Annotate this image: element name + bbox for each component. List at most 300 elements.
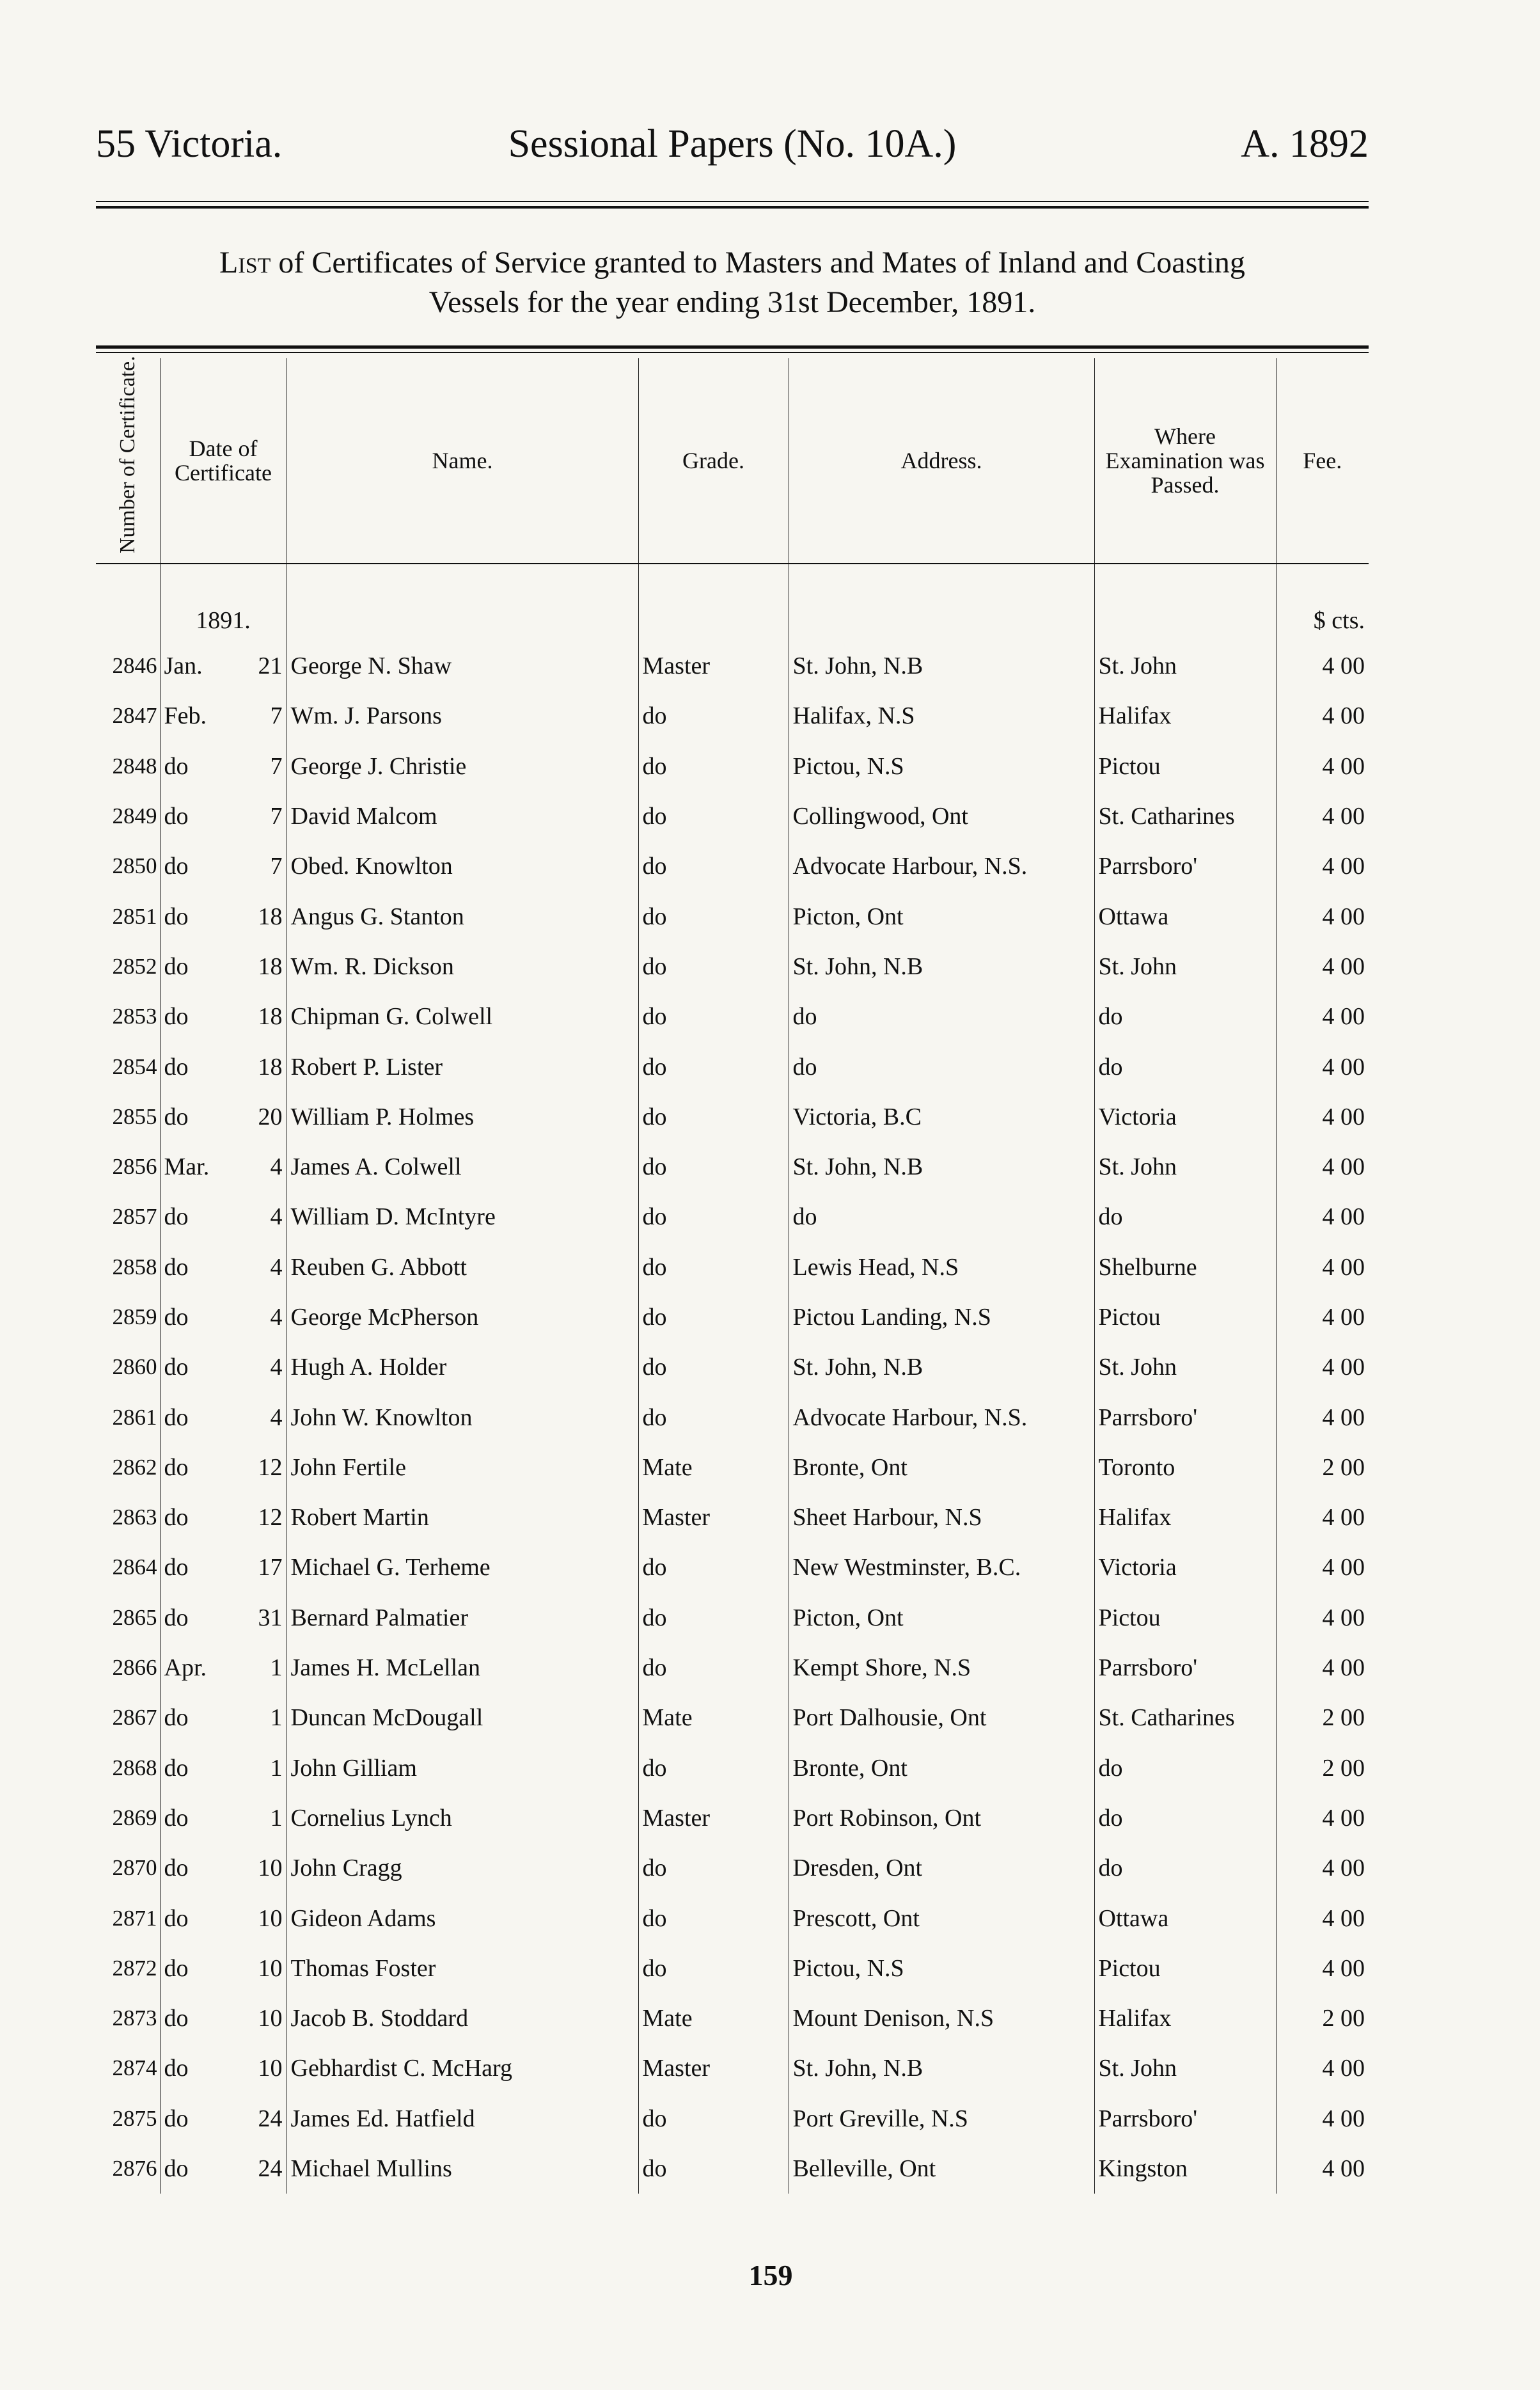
year-row-name-cell — [287, 564, 638, 641]
date-month: do — [164, 1954, 189, 1982]
examination-place: do — [1094, 992, 1276, 1041]
table-row — [96, 1943, 1369, 1993]
holder-grade: do — [638, 1643, 789, 1693]
certificate-date — [160, 1893, 287, 1943]
holder-grade: Master — [638, 1793, 789, 1843]
date-month: do — [164, 1504, 189, 1531]
col-header-date: Date of Certificate — [160, 358, 287, 564]
table-row — [96, 1793, 1369, 1843]
fee-amount: 4 00 — [1276, 741, 1369, 791]
table-row — [96, 891, 1369, 941]
holder-address: Port Greville, N.S — [789, 2094, 1094, 2144]
table-row — [96, 1242, 1369, 1292]
certificate-date — [160, 1793, 287, 1843]
holder-grade: Mate — [638, 1693, 789, 1743]
date-month: do — [164, 1453, 189, 1481]
holder-grade: do — [638, 1843, 789, 1893]
date-day: 12 — [258, 1504, 283, 1531]
date-day: 1 — [270, 1754, 283, 1782]
certificate-date — [160, 1342, 287, 1392]
table-row — [96, 2094, 1369, 2144]
fee-amount: 4 00 — [1276, 691, 1369, 741]
table-row — [96, 1492, 1369, 1542]
table-row — [96, 1893, 1369, 1943]
date-day: 31 — [258, 1604, 283, 1631]
certificate-date — [160, 1142, 287, 1192]
holder-name: John Fertile — [287, 1443, 638, 1492]
holder-name: George McPherson — [287, 1292, 638, 1342]
certificate-number: 2874 — [112, 2055, 157, 2081]
table-row — [96, 1542, 1369, 1592]
fee-amount: 4 00 — [1276, 1142, 1369, 1192]
certificate-date — [160, 1593, 287, 1643]
col-header-number — [96, 358, 160, 564]
holder-grade: do — [638, 992, 789, 1041]
table-row — [96, 1993, 1369, 2043]
date-day: 18 — [258, 953, 283, 980]
certificate-number: 2859 — [112, 1304, 157, 1329]
holder-name: Hugh A. Holder — [287, 1342, 638, 1392]
date-day: 1 — [270, 1804, 283, 1832]
date-month: do — [164, 853, 189, 880]
date-day: 10 — [258, 1954, 283, 1982]
date-month: do — [164, 1304, 189, 1331]
year-row-number-cell — [96, 564, 160, 641]
examination-place: Toronto — [1094, 1443, 1276, 1492]
date-day: 4 — [270, 1354, 283, 1381]
certificate-number: 2853 — [112, 1004, 157, 1029]
examination-place: do — [1094, 1793, 1276, 1843]
date-month: do — [164, 1804, 189, 1832]
date-month: do — [164, 953, 189, 980]
year-row-grade-cell — [638, 564, 789, 641]
fee-amount: 4 00 — [1276, 1292, 1369, 1342]
date-day: 4 — [270, 1404, 283, 1431]
table-row — [96, 1142, 1369, 1192]
holder-name: Jacob B. Stoddard — [287, 1993, 638, 2043]
fee-amount: 4 00 — [1276, 2094, 1369, 2144]
holder-grade: do — [638, 1943, 789, 1993]
certificate-number: 2873 — [112, 2006, 157, 2031]
examination-place: Halifax — [1094, 1993, 1276, 2043]
holder-name: Duncan McDougall — [287, 1693, 638, 1743]
holder-grade: do — [638, 1392, 789, 1442]
fee-amount: 2 00 — [1276, 1743, 1369, 1793]
holder-address: St. John, N.B — [789, 1142, 1094, 1192]
holder-grade: do — [638, 1142, 789, 1192]
examination-place: Parrsboro' — [1094, 1643, 1276, 1693]
table-row — [96, 992, 1369, 1041]
title-rest: of Certificates of Service granted to Masters and Mates of Inland and Coasting — [278, 246, 1245, 280]
date-day: 20 — [258, 1103, 283, 1130]
examination-place: Halifax — [1094, 691, 1276, 741]
certificate-number: 2868 — [112, 1755, 157, 1780]
year-row-address-cell — [789, 564, 1094, 641]
table-header-row — [96, 358, 1369, 564]
certificate-date — [160, 891, 287, 941]
holder-grade: do — [638, 1593, 789, 1643]
certificate-date — [160, 1943, 287, 1993]
holder-name: Robert P. Lister — [287, 1041, 638, 1091]
certificate-number: 2858 — [112, 1254, 157, 1279]
holder-address: Mount Denison, N.S — [789, 1993, 1094, 2043]
certificate-number: 2867 — [112, 1705, 157, 1730]
table-row — [96, 1843, 1369, 1893]
header-session: 55 Victoria. — [96, 122, 283, 166]
certificate-date — [160, 1041, 287, 1091]
date-month: do — [164, 1203, 189, 1231]
date-month: do — [164, 1253, 189, 1281]
table-row — [96, 841, 1369, 891]
holder-grade: Master — [638, 641, 789, 691]
certificate-number: 2861 — [112, 1404, 157, 1430]
date-month: do — [164, 1053, 189, 1080]
table-row — [96, 2144, 1369, 2194]
holder-name: Wm. R. Dickson — [287, 942, 638, 992]
holder-grade: do — [638, 1092, 789, 1142]
fee-amount: 4 00 — [1276, 841, 1369, 891]
fee-amount: 4 00 — [1276, 1041, 1369, 1091]
holder-address: Bronte, Ont — [789, 1443, 1094, 1492]
certificate-date — [160, 1993, 287, 2043]
certificate-date — [160, 1542, 287, 1592]
date-month: do — [164, 1754, 189, 1782]
title-line-2: Vessels for the year ending 31st December, 1891. — [428, 285, 1036, 319]
holder-address: Pictou, N.S — [789, 1943, 1094, 1993]
certificate-number: 2875 — [112, 2105, 157, 2131]
examination-place: do — [1094, 1041, 1276, 1091]
examination-place: Victoria — [1094, 1542, 1276, 1592]
holder-address: Picton, Ont — [789, 1593, 1094, 1643]
document-title — [96, 243, 1369, 322]
date-day: 7 — [270, 803, 283, 830]
table-row — [96, 1092, 1369, 1142]
certificate-date — [160, 942, 287, 992]
holder-address: Picton, Ont — [789, 891, 1094, 941]
date-month: Jan. — [164, 653, 203, 680]
header-rule-top — [96, 201, 1369, 202]
date-day: 24 — [258, 2105, 283, 2132]
fee-amount: 4 00 — [1276, 1843, 1369, 1893]
certificate-number: 2864 — [112, 1555, 157, 1580]
table-top-rule-thin — [96, 352, 1369, 353]
holder-name: James A. Colwell — [287, 1142, 638, 1192]
title-first-word: List — [219, 246, 271, 280]
holder-grade: do — [638, 2144, 789, 2194]
holder-address: Kempt Shore, N.S — [789, 1643, 1094, 1693]
holder-grade: do — [638, 741, 789, 791]
certificate-number: 2855 — [112, 1104, 157, 1129]
certificate-number: 2846 — [112, 653, 157, 679]
holder-grade: do — [638, 1743, 789, 1793]
date-day: 7 — [270, 702, 283, 730]
certificate-number: 2857 — [112, 1204, 157, 1230]
date-month: do — [164, 2105, 189, 2132]
certificate-number: 2866 — [112, 1655, 157, 1681]
table-row — [96, 1643, 1369, 1693]
examination-place: St. John — [1094, 1342, 1276, 1392]
date-day: 10 — [258, 1855, 283, 1882]
holder-address: St. John, N.B — [789, 1342, 1094, 1392]
certificate-number: 2871 — [112, 1905, 157, 1931]
holder-name: George J. Christie — [287, 741, 638, 791]
date-month: do — [164, 803, 189, 830]
examination-place: do — [1094, 1192, 1276, 1242]
examination-place: Pictou — [1094, 1943, 1276, 1993]
holder-address: St. John, N.B — [789, 2043, 1094, 2093]
date-day: 21 — [258, 653, 283, 680]
holder-address: Dresden, Ont — [789, 1843, 1094, 1893]
fee-amount: 2 00 — [1276, 1693, 1369, 1743]
holder-name: Wm. J. Parsons — [287, 691, 638, 741]
table-row — [96, 1443, 1369, 1492]
date-month: do — [164, 2005, 189, 2032]
certificate-date — [160, 1192, 287, 1242]
date-day: 10 — [258, 2055, 283, 2082]
date-month: do — [164, 1704, 189, 1732]
date-day: 10 — [258, 1904, 283, 1932]
date-day: 1 — [270, 1654, 283, 1682]
examination-place: St. John — [1094, 2043, 1276, 2093]
date-month: do — [164, 2155, 189, 2183]
certificate-date — [160, 2144, 287, 2194]
holder-address: Pictou, N.S — [789, 741, 1094, 791]
table-row — [96, 1192, 1369, 1242]
fee-amount: 4 00 — [1276, 1793, 1369, 1843]
date-day: 1 — [270, 1704, 283, 1732]
fee-amount: 4 00 — [1276, 1242, 1369, 1292]
date-day: 4 — [270, 1203, 283, 1231]
holder-address: St. John, N.B — [789, 942, 1094, 992]
fee-amount: 4 00 — [1276, 1492, 1369, 1542]
certificate-date — [160, 791, 287, 841]
certificate-number: 2848 — [112, 753, 157, 779]
certificate-date — [160, 1843, 287, 1893]
table-row — [96, 1292, 1369, 1342]
holder-grade: Mate — [638, 1993, 789, 2043]
holder-name: James Ed. Hatfield — [287, 2094, 638, 2144]
table-row — [96, 1743, 1369, 1793]
certificate-number: 2869 — [112, 1805, 157, 1830]
certificate-number: 2863 — [112, 1505, 157, 1530]
fee-amount: 4 00 — [1276, 2144, 1369, 2194]
holder-address: Port Robinson, Ont — [789, 1793, 1094, 1843]
date-month: Mar. — [164, 1153, 210, 1181]
holder-address: New Westminster, B.C. — [789, 1542, 1094, 1592]
holder-address: Collingwood, Ont — [789, 791, 1094, 841]
page-number: 159 — [748, 2259, 793, 2291]
holder-grade: do — [638, 1542, 789, 1592]
holder-address: Advocate Harbour, N.S. — [789, 841, 1094, 891]
holder-grade: do — [638, 1192, 789, 1242]
header-year: A. 1892 — [1241, 122, 1369, 166]
date-month: do — [164, 1354, 189, 1381]
table-row — [96, 1693, 1369, 1743]
holder-address: do — [789, 1041, 1094, 1091]
holder-name: Chipman G. Colwell — [287, 992, 638, 1041]
holder-name: Thomas Foster — [287, 1943, 638, 1993]
date-month: do — [164, 1404, 189, 1431]
table-row — [96, 691, 1369, 741]
examination-place: Pictou — [1094, 1292, 1276, 1342]
certificate-number: 2854 — [112, 1054, 157, 1079]
year-row-where-cell — [1094, 564, 1276, 641]
holder-name: Reuben G. Abbott — [287, 1242, 638, 1292]
certificate-number: 2856 — [112, 1154, 157, 1180]
holder-address: Prescott, Ont — [789, 1893, 1094, 1943]
holder-name: Gebhardist C. McHarg — [287, 2043, 638, 2093]
certificate-number: 2862 — [112, 1454, 157, 1480]
col-header-fee: Fee. — [1276, 358, 1369, 564]
holder-address: Port Dalhousie, Ont — [789, 1693, 1094, 1743]
holder-name: John Cragg — [287, 1843, 638, 1893]
holder-grade: do — [638, 2094, 789, 2144]
examination-place: Parrsboro' — [1094, 2094, 1276, 2144]
holder-address: Sheet Harbour, N.S — [789, 1492, 1094, 1542]
certificate-number: 2852 — [112, 953, 157, 979]
certificate-number: 2865 — [112, 1604, 157, 1630]
examination-place: Kingston — [1094, 2144, 1276, 2194]
date-day: 18 — [258, 903, 283, 930]
fee-amount: 2 00 — [1276, 1993, 1369, 2043]
examination-place: do — [1094, 1843, 1276, 1893]
examination-place: Ottawa — [1094, 891, 1276, 941]
holder-grade: do — [638, 691, 789, 741]
fee-amount: 4 00 — [1276, 1542, 1369, 1592]
holder-grade: do — [638, 1041, 789, 1091]
certificate-number: 2847 — [112, 703, 157, 729]
table-row — [96, 1342, 1369, 1392]
holder-name: Angus G. Stanton — [287, 891, 638, 941]
holder-grade: Master — [638, 2043, 789, 2093]
fee-amount: 4 00 — [1276, 1643, 1369, 1693]
date-month: do — [164, 1554, 189, 1581]
date-day: 10 — [258, 2005, 283, 2032]
holder-grade: do — [638, 841, 789, 891]
holder-address: do — [789, 992, 1094, 1041]
certificate-date — [160, 741, 287, 791]
holder-name: Michael G. Terheme — [287, 1542, 638, 1592]
certificate-number: 2876 — [112, 2156, 157, 2181]
holder-grade: do — [638, 1342, 789, 1392]
col-header-where: Where Examination was Passed. — [1094, 358, 1276, 564]
col-header-number-text: Number of Certificate. — [115, 356, 139, 553]
fee-amount: 4 00 — [1276, 791, 1369, 841]
table-row — [96, 2043, 1369, 2093]
date-day: 7 — [270, 752, 283, 780]
certificate-date — [160, 1292, 287, 1342]
certificate-date — [160, 1693, 287, 1743]
date-day: 4 — [270, 1153, 283, 1181]
holder-address: do — [789, 1192, 1094, 1242]
fee-amount: 4 00 — [1276, 942, 1369, 992]
certificate-date — [160, 1443, 287, 1492]
holder-address: St. John, N.B — [789, 641, 1094, 691]
table-row — [96, 1392, 1369, 1442]
year-label: 1891. — [160, 564, 287, 641]
col-header-grade: Grade. — [638, 358, 789, 564]
examination-place: Parrsboro' — [1094, 841, 1276, 891]
certificates-table-wrap — [96, 358, 1369, 2194]
certificate-date — [160, 841, 287, 891]
certificate-date — [160, 992, 287, 1041]
fee-amount: 4 00 — [1276, 891, 1369, 941]
holder-name: David Malcom — [287, 791, 638, 841]
certificate-date — [160, 1743, 287, 1793]
examination-place: St. John — [1094, 1142, 1276, 1192]
examination-place: Parrsboro' — [1094, 1392, 1276, 1442]
fee-amount: 2 00 — [1276, 1443, 1369, 1492]
holder-name: Obed. Knowlton — [287, 841, 638, 891]
date-month: do — [164, 1604, 189, 1631]
date-month: Feb. — [164, 702, 207, 730]
certificate-number: 2849 — [112, 803, 157, 829]
date-day: 18 — [258, 1053, 283, 1080]
date-day: 4 — [270, 1253, 283, 1281]
certificates-table — [96, 358, 1369, 2194]
holder-address: Pictou Landing, N.S — [789, 1292, 1094, 1342]
header-series-title: Sessional Papers (No. 10A.) — [508, 122, 957, 166]
examination-place: Ottawa — [1094, 1893, 1276, 1943]
holder-grade: Master — [638, 1492, 789, 1542]
certificate-date — [160, 2094, 287, 2144]
date-day: 17 — [258, 1554, 283, 1581]
holder-name: James H. McLellan — [287, 1643, 638, 1693]
table-row — [96, 641, 1369, 691]
date-month: do — [164, 1103, 189, 1130]
date-month: do — [164, 1003, 189, 1031]
fee-amount: 4 00 — [1276, 1392, 1369, 1442]
fee-amount: 4 00 — [1276, 2043, 1369, 2093]
fee-amount: 4 00 — [1276, 992, 1369, 1041]
fee-amount: 4 00 — [1276, 1092, 1369, 1142]
certificate-number: 2872 — [112, 1955, 157, 1981]
holder-name: John W. Knowlton — [287, 1392, 638, 1442]
table-row — [96, 791, 1369, 841]
examination-place: St. Catharines — [1094, 791, 1276, 841]
holder-name: Bernard Palmatier — [287, 1593, 638, 1643]
date-month: do — [164, 2055, 189, 2082]
certificate-number: 2850 — [112, 853, 157, 879]
holder-name: George N. Shaw — [287, 641, 638, 691]
date-day: 18 — [258, 1003, 283, 1031]
table-row — [96, 1593, 1369, 1643]
holder-address: Victoria, B.C — [789, 1092, 1094, 1142]
date-day: 12 — [258, 1453, 283, 1481]
running-header — [96, 122, 1369, 179]
holder-grade: do — [638, 891, 789, 941]
certificate-date — [160, 1092, 287, 1142]
holder-address: Bronte, Ont — [789, 1743, 1094, 1793]
certificate-date — [160, 1643, 287, 1693]
examination-place: St. Catharines — [1094, 1693, 1276, 1743]
holder-name: Robert Martin — [287, 1492, 638, 1542]
date-day: 7 — [270, 853, 283, 880]
table-row — [96, 942, 1369, 992]
holder-grade: do — [638, 791, 789, 841]
examination-place: Pictou — [1094, 1593, 1276, 1643]
col-header-name: Name. — [287, 358, 638, 564]
year-row — [96, 564, 1369, 641]
fee-unit-label: $ cts. — [1276, 564, 1369, 641]
fee-amount: 4 00 — [1276, 1593, 1369, 1643]
date-month: do — [164, 752, 189, 780]
holder-name: William P. Holmes — [287, 1092, 638, 1142]
table-row — [96, 741, 1369, 791]
fee-amount: 4 00 — [1276, 1893, 1369, 1943]
date-month: do — [164, 1904, 189, 1932]
certificate-date — [160, 2043, 287, 2093]
